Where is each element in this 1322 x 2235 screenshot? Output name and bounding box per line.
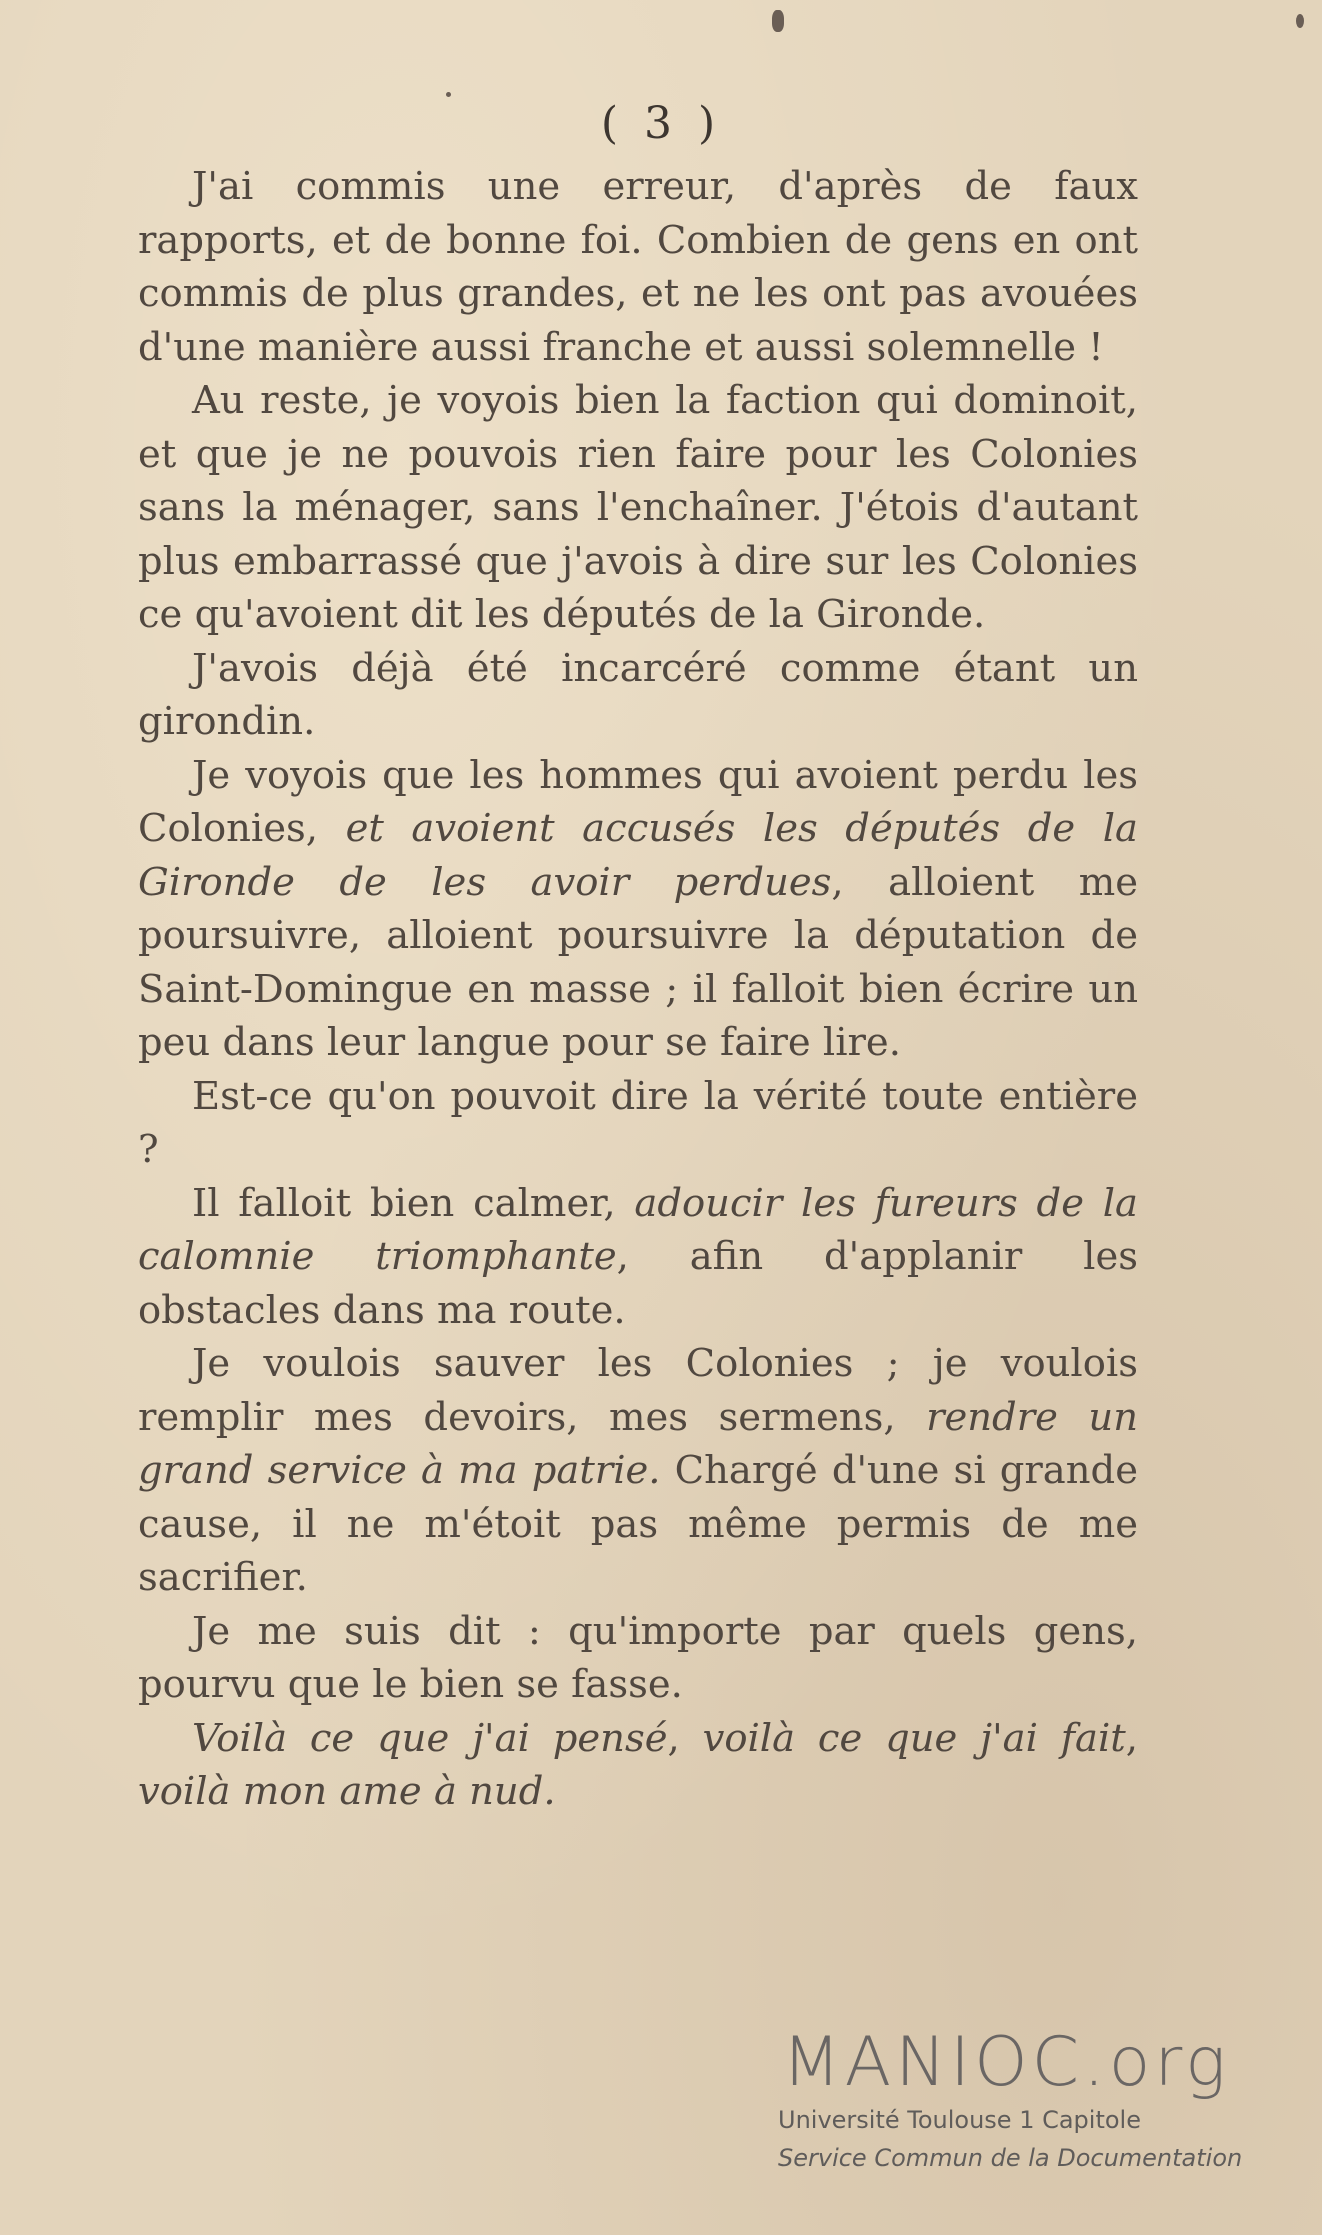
- italic-text: et avoient accusés les députés de la Gironde de les avoir perdues: [138, 806, 1138, 905]
- text-run: , alloient me poursuivre, alloient poursuivre la députation de Saint-Domingue en masse ; il falloit bien écrire un peu dans leur langue pour se faire lire.: [138, 859, 1138, 1065]
- text-run: Est-ce qu'on pouvoit dire la vérité toute entière ?: [138, 1073, 1138, 1172]
- paragraph: [138, 1070, 1138, 1177]
- paragraph: [138, 1337, 1138, 1605]
- logo-university-line: Université Toulouse 1 Capitole: [778, 2106, 1141, 2134]
- text-run: Il falloit bien calmer,: [192, 1180, 635, 1226]
- text-run: J'ai commis une erreur, d'après de faux rapports, et de bonne foi. Combien de gens en ont commis de plus grandes, et ne les ont pas avouées d'une manière aussi franche et aussi solemnelle !: [138, 164, 1138, 370]
- italic-text: voilà mon ame à nud.: [138, 1769, 556, 1814]
- text-run: , afin d'applanir les obstacles dans ma route.: [138, 1234, 1138, 1333]
- text-run: Chargé d'une si grande cause, il ne m'étoit pas même permis de me sacrifier.: [138, 1448, 1138, 1600]
- text-run: Je voyois que les hommes qui avoient perdu les Colonies,: [138, 752, 1138, 851]
- paragraph: [138, 374, 1138, 642]
- paragraph: [138, 1712, 1138, 1819]
- logo-service-line: Service Commun de la Documentation: [778, 2144, 1243, 2172]
- text-run: Je me suis dit : qu'importe par quels gens, pourvu que le bien se fasse.: [138, 1608, 1138, 1707]
- italic-text: Voilà ce que j'ai pensé: [192, 1715, 668, 1761]
- italic-text: adoucir les fureurs de la calomnie triomphante: [138, 1180, 1139, 1279]
- text-run: Au reste, je voyois bien la faction qui dominoit, et que je ne pouvois rien faire pour les Colonies sans la ménager, sans l'enchaîner. J'étois d'autant plus embarrassé que j'avois à dire sur les Colonies ce qu'avoient dit les députés de la Gironde.: [138, 378, 1138, 637]
- ink-speck: [446, 92, 451, 97]
- paragraph: [138, 749, 1138, 1070]
- paragraph: [138, 642, 1138, 749]
- paragraph: [138, 1177, 1138, 1338]
- paragraph: [138, 160, 1138, 374]
- page-number: ( 3 ): [600, 98, 722, 149]
- ink-speck: [772, 10, 784, 32]
- paragraph: [138, 1605, 1138, 1712]
- italic-text: voilà ce que j'ai fait: [702, 1715, 1126, 1761]
- logo-wordmark: MANIOC.org: [782, 2023, 1230, 2102]
- italic-text: rendre un grand service à ma patrie.: [138, 1394, 1138, 1493]
- text-run: Je voulois sauver les Colonies ; je voulois remplir mes devoirs, mes sermens,: [138, 1341, 1138, 1440]
- text-run: ,: [667, 1715, 703, 1761]
- ink-speck: [1296, 14, 1304, 28]
- body-text: [138, 160, 1138, 1819]
- manioc-logo: [778, 2025, 1298, 2175]
- text-run: J'avois déjà été incarcéré comme étant un girondin.: [138, 645, 1138, 744]
- text-run: ,: [1125, 1715, 1138, 1761]
